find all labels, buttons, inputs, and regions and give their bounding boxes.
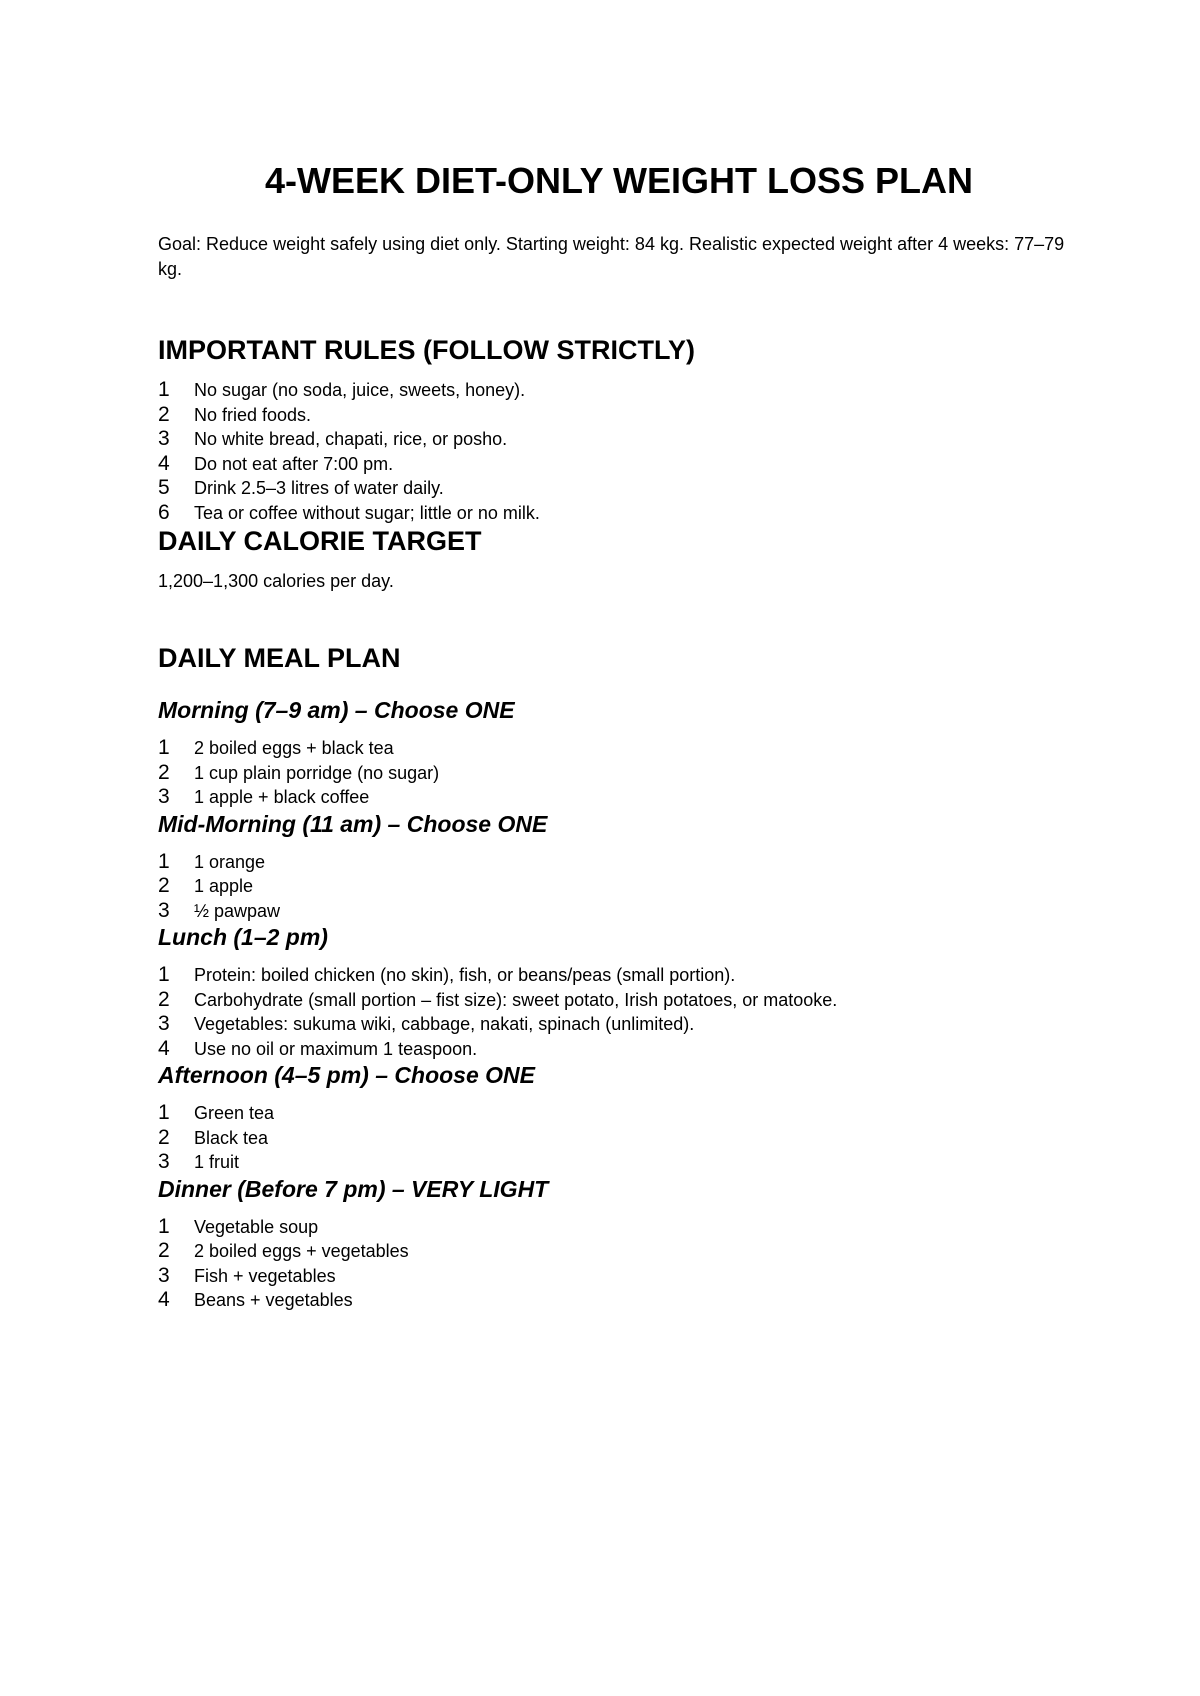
afternoon-heading: Afternoon (4–5 pm) – Choose ONE xyxy=(158,1062,535,1088)
list-item xyxy=(158,874,1090,899)
list-number: 3 xyxy=(158,1263,170,1287)
list-number: 2 xyxy=(158,987,170,1011)
list-item-text: 1 cup plain porridge (no sugar) xyxy=(194,762,440,783)
list-number: 4 xyxy=(158,1036,170,1060)
dinner-list xyxy=(158,1215,1090,1313)
list-item-text: No fried foods. xyxy=(194,404,312,425)
list-number: 3 xyxy=(158,1150,170,1173)
list-item xyxy=(158,736,1090,761)
list-item xyxy=(158,850,1090,875)
rules-list xyxy=(158,378,1090,525)
list-item xyxy=(158,1126,1090,1151)
calorie-text: 1,200–1,300 calories per day. xyxy=(158,571,394,591)
list-item-text: 1 fruit xyxy=(194,1152,240,1172)
calorie-heading: DAILY CALORIE TARGET xyxy=(158,526,482,556)
list-number: 1 xyxy=(158,849,170,873)
afternoon-list xyxy=(158,1101,1090,1175)
morning-heading: Morning (7–9 am) – Choose ONE xyxy=(158,697,515,723)
list-item-text: Do not eat after 7:00 pm. xyxy=(194,453,394,474)
list-number: 2 xyxy=(158,1239,170,1262)
list-item xyxy=(158,1101,1090,1126)
list-item xyxy=(158,899,1090,924)
list-item xyxy=(158,1012,1090,1037)
rules-heading: IMPORTANT RULES (FOLLOW STRICTLY) xyxy=(158,335,695,365)
list-number: 2 xyxy=(158,760,170,784)
mid-morning-heading: Mid-Morning (11 am) – Choose ONE xyxy=(158,810,548,837)
list-item xyxy=(158,963,1090,988)
list-number: 1 xyxy=(158,1101,170,1124)
list-item xyxy=(158,1288,1090,1313)
list-number: 3 xyxy=(158,1012,170,1035)
lunch-heading: Lunch (1–2 pm) xyxy=(158,924,328,950)
list-item-text: ½ pawpaw xyxy=(194,900,281,921)
list-item xyxy=(158,1215,1090,1240)
list-number: 1 xyxy=(158,736,170,759)
list-number: 3 xyxy=(158,898,170,922)
list-item xyxy=(158,1264,1090,1289)
list-number: 3 xyxy=(158,427,170,450)
list-number: 4 xyxy=(158,451,170,475)
list-item-text: Protein: boiled chicken (no skin), fish, or beans/peas (small portion). xyxy=(194,965,736,985)
list-item xyxy=(158,1239,1090,1264)
morning-list xyxy=(158,736,1090,810)
mid-morning-list xyxy=(158,850,1090,924)
list-item xyxy=(158,988,1090,1013)
list-number: 2 xyxy=(158,1125,170,1149)
list-number: 1 xyxy=(158,1214,170,1238)
list-item xyxy=(158,761,1090,786)
list-number: 2 xyxy=(158,874,170,897)
list-item-text: Carbohydrate (small portion – fist size): sweet potato, Irish potatoes, or matooke. xyxy=(194,989,838,1010)
goal-paragraph: Goal: Reduce weight safely using diet only. Starting weight: 84 kg. Realistic expected weight after 4 weeks: 77–79 kg. xyxy=(158,234,1065,279)
list-item-text: Green tea xyxy=(194,1103,275,1123)
list-item-text: No white bread, chapati, rice, or posho. xyxy=(194,429,508,449)
list-item xyxy=(158,501,1090,526)
list-item-text: 2 boiled eggs + vegetables xyxy=(194,1241,409,1261)
list-item-text: Vegetables: sukuma wiki, cabbage, nakati, spinach (unlimited). xyxy=(194,1014,695,1034)
list-number: 1 xyxy=(158,378,170,401)
lunch-list xyxy=(158,963,1090,1061)
list-item-text: Beans + vegetables xyxy=(194,1290,353,1310)
list-number: 5 xyxy=(158,476,170,499)
list-number: 3 xyxy=(158,785,170,808)
list-number: 6 xyxy=(158,500,170,524)
list-item xyxy=(158,452,1090,477)
list-item-text: 1 apple xyxy=(194,876,254,896)
list-item-text: Tea or coffee without sugar; little or no milk. xyxy=(194,502,540,523)
list-item-text: 1 orange xyxy=(194,851,266,872)
list-item xyxy=(158,378,1090,403)
list-item xyxy=(158,1037,1090,1062)
list-item-text: No sugar (no soda, juice, sweets, honey). xyxy=(194,380,526,400)
list-item-text: 2 boiled eggs + black tea xyxy=(194,738,394,758)
list-item xyxy=(158,1150,1090,1175)
list-item-text: Drink 2.5–3 litres of water daily. xyxy=(194,478,444,498)
list-item-text: Vegetable soup xyxy=(194,1216,319,1237)
list-item-text: 1 apple + black coffee xyxy=(194,787,370,807)
list-item xyxy=(158,403,1090,428)
list-item xyxy=(158,476,1090,501)
list-item xyxy=(158,427,1090,452)
dinner-heading: Dinner (Before 7 pm) – VERY LIGHT xyxy=(158,1175,549,1202)
list-number: 1 xyxy=(158,963,170,986)
document-title: 4-WEEK DIET-ONLY WEIGHT LOSS PLAN xyxy=(264,160,974,201)
list-item-text: Black tea xyxy=(194,1127,269,1148)
list-number: 4 xyxy=(158,1288,170,1311)
meal-plan-heading: DAILY MEAL PLAN xyxy=(158,643,401,673)
list-number: 2 xyxy=(158,402,170,426)
list-item-text: Fish + vegetables xyxy=(194,1265,336,1286)
list-item xyxy=(158,785,1090,810)
list-item-text: Use no oil or maximum 1 teaspoon. xyxy=(194,1038,478,1059)
